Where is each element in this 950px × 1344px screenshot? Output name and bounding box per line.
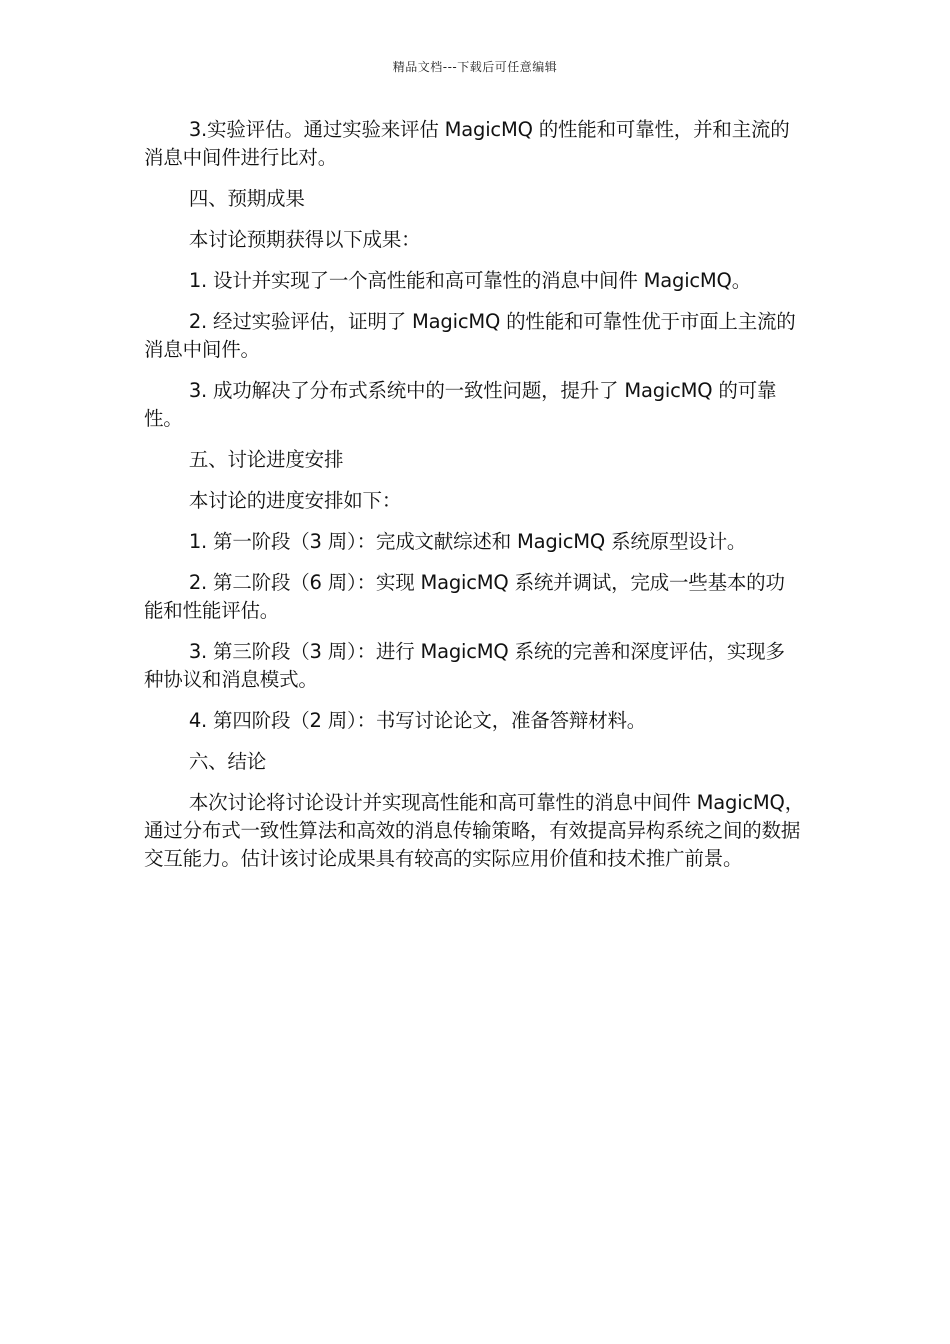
list-item-stage-4: 4. 第四阶段（2 周）：书写讨论论文，准备答辩材料。 — [188, 709, 647, 732]
paragraph-schedule-intro: 本讨论的进度安排如下： — [188, 489, 402, 512]
document-body — [144, 116, 804, 886]
section-heading-schedule: 五、讨论进度安排 — [188, 448, 344, 471]
list-item-stage-1: 1. 第一阶段（3 周）：完成文献综述和 MagicMQ 系统原型设计。 — [188, 530, 747, 553]
page-header: 精品文档---下载后可任意编辑 — [392, 60, 558, 74]
list-item-stage-3: 3. 第三阶段（3 周）：进行 MagicMQ 系统的完善和深度评估，实现多种协议和消息模式。 — [144, 640, 785, 691]
paragraph-conclusion: 本次讨论将讨论设计并实现高性能和高可靠性的消息中间件 MagicMQ，通过分布式一致性算法和高效的消息传输策略，有效提高异构系统之间的数据交互能力。估计该讨论成果具有较高的实际应用价值和技术推广前景。 — [144, 791, 805, 870]
paragraph-results-intro: 本讨论预期获得以下成果： — [188, 228, 421, 251]
section-heading-expected-results: 四、预期成果 — [188, 187, 305, 210]
section-heading-conclusion: 六、结论 — [188, 750, 267, 773]
list-item-stage-2: 2. 第二阶段（6 周）：实现 MagicMQ 系统并调试，完成一些基本的功能和性能评估。 — [144, 571, 785, 622]
list-item-result-2: 2. 经过实验评估，证明了 MagicMQ 的性能和可靠性优于市面上主流的消息中间件。 — [144, 310, 796, 361]
list-item-result-3: 3. 成功解决了分布式系统中的一致性问题，提升了 MagicMQ 的可靠性。 — [144, 379, 777, 430]
paragraph-experiment-evaluation: 3.实验评估。通过实验来评估 MagicMQ 的性能和可靠性，并和主流的消息中间件进行比对。 — [144, 118, 790, 169]
list-item-result-1: 1. 设计并实现了一个高性能和高可靠性的消息中间件 MagicMQ。 — [188, 269, 752, 292]
